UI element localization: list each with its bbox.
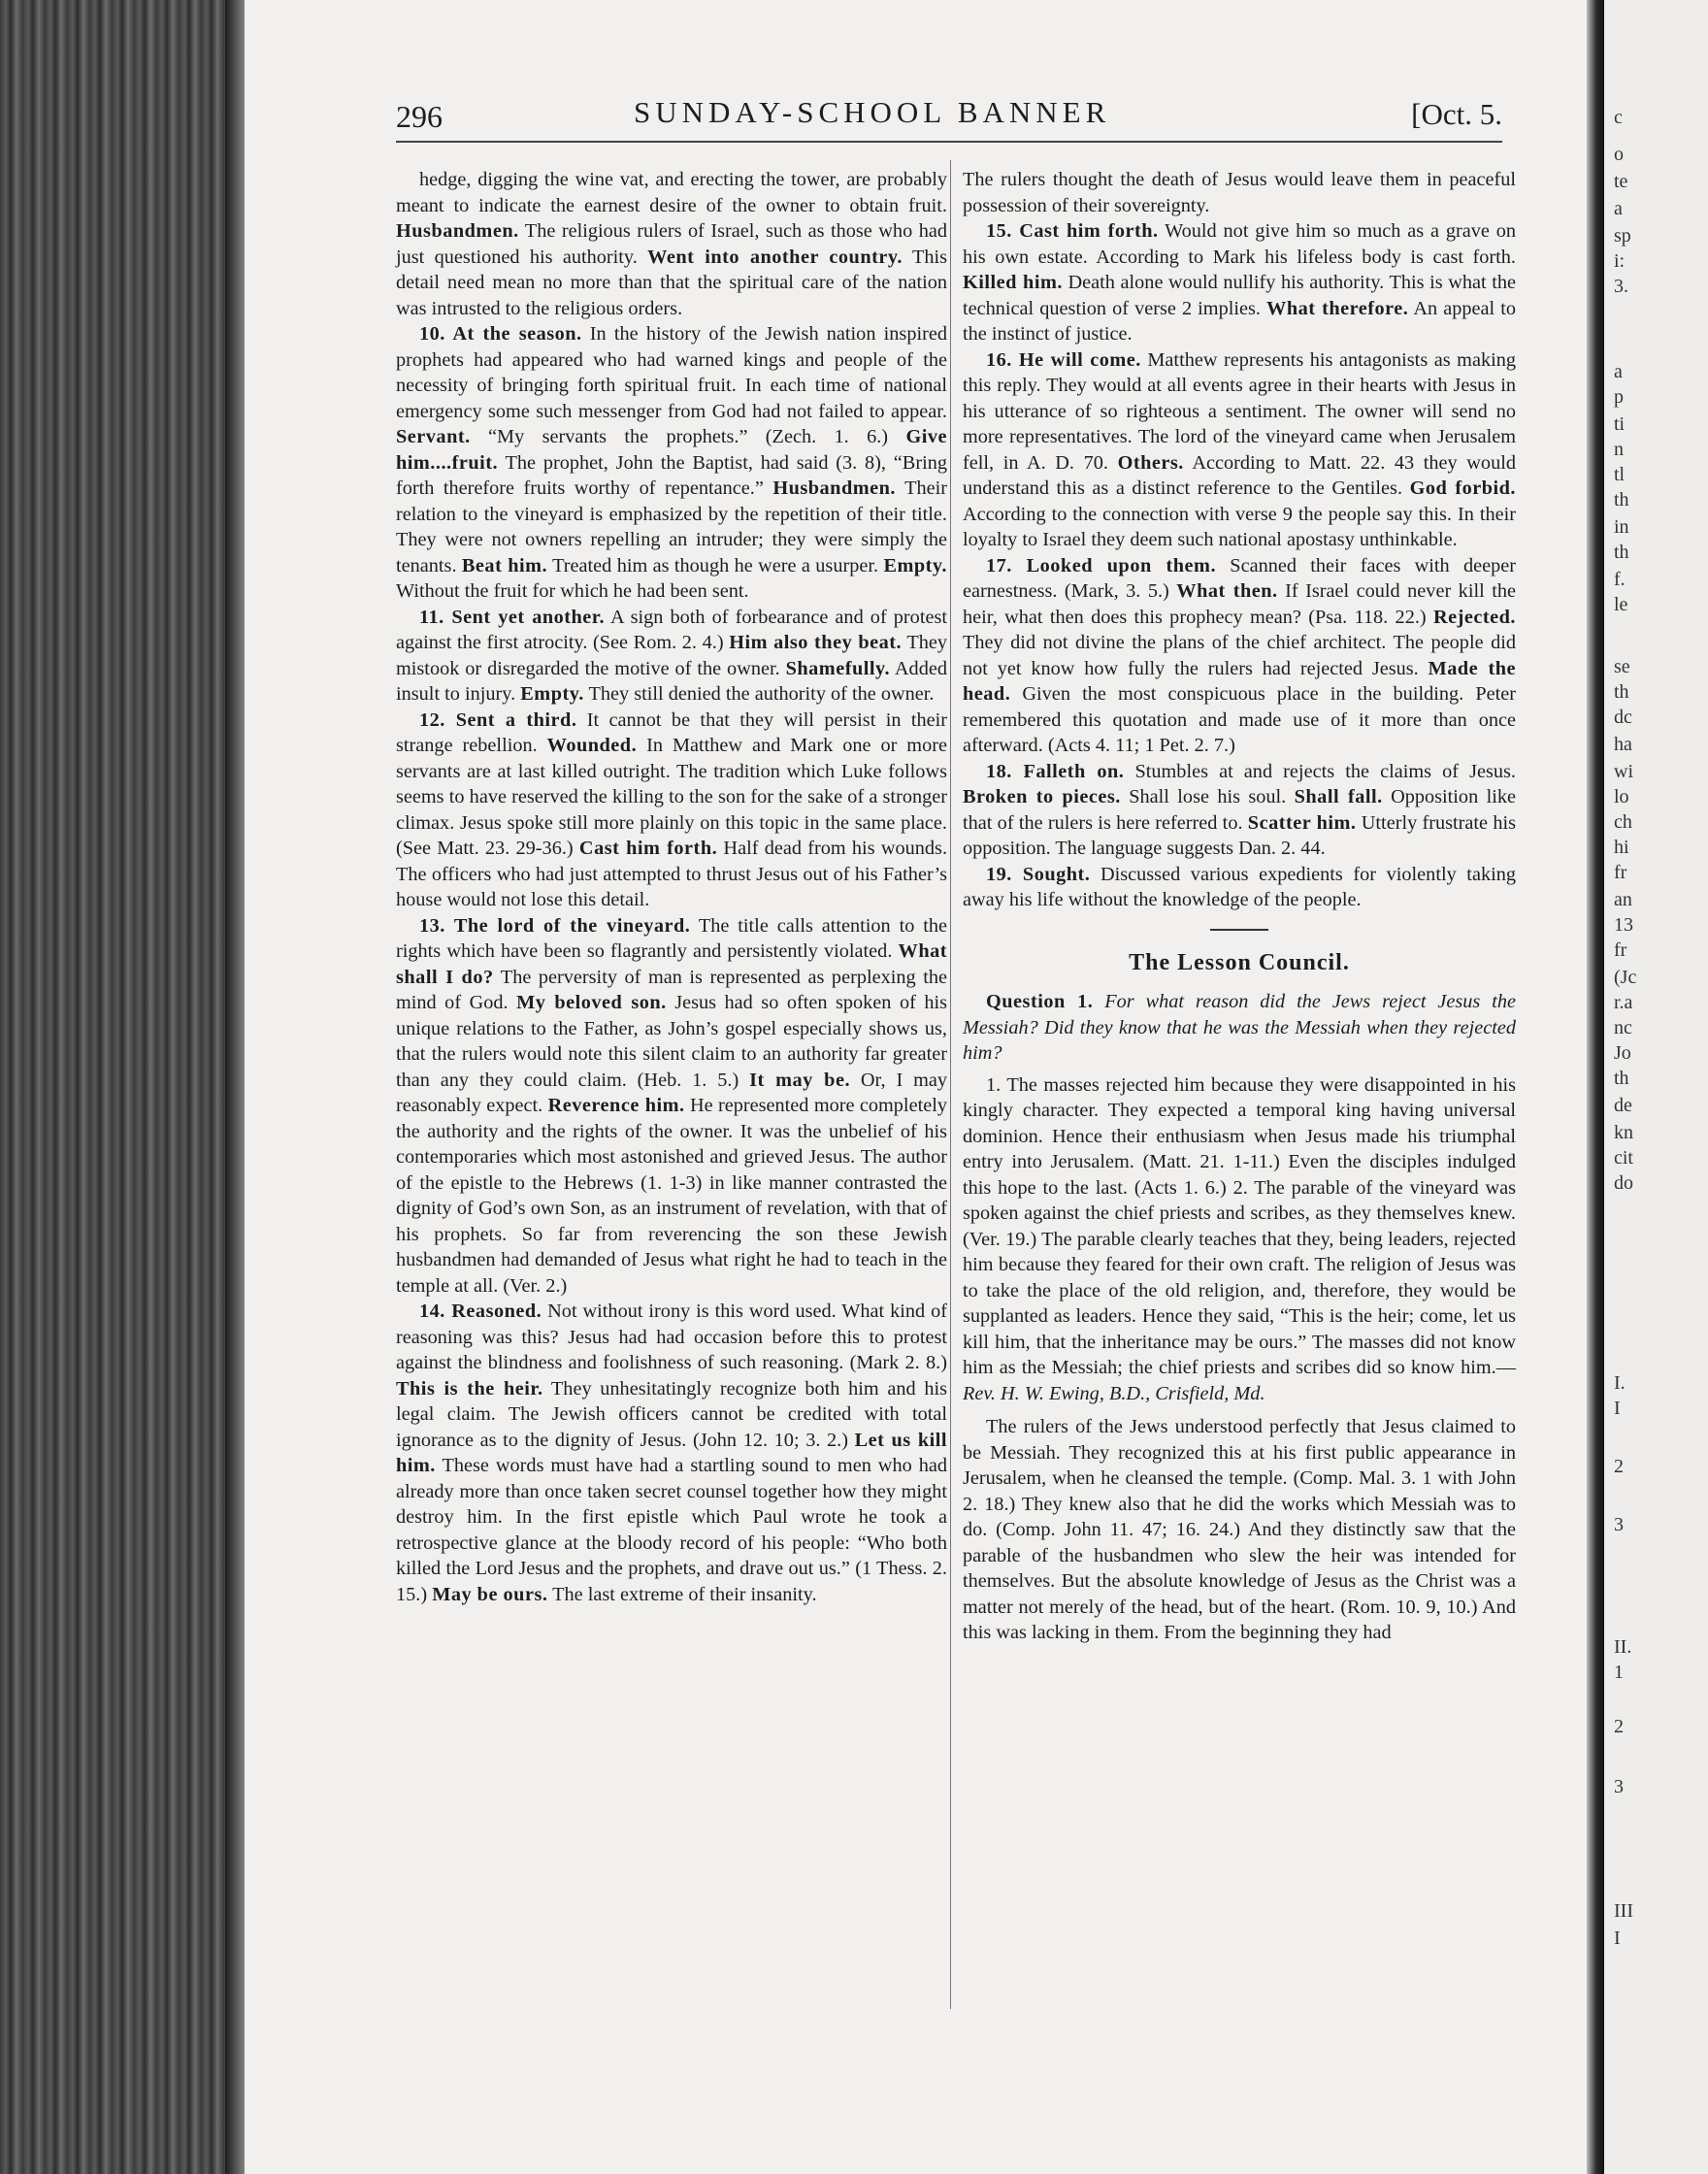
keyword-phrase: Beat him. [461, 554, 548, 576]
paragraph-p1 [396, 167, 947, 321]
next-page-fragment: do [1614, 1172, 1633, 1194]
text-run: In the history of the Jewish nation inspired prophets had appeared who had warned kings and people of the necessity of bringing forth spiritual fruit. In each time of national emergency some such messenger from God had not failed to appear. [396, 323, 947, 422]
keyword-phrase: My beloved son. [516, 992, 667, 1013]
keyword-phrase: What therefore. [1266, 297, 1409, 319]
keyword-phrase: Rejected. [1432, 606, 1516, 628]
text-run: Or, I may reasonably expect. [396, 1069, 947, 1116]
next-page-fragment: 13 [1614, 914, 1633, 936]
text-run: The perversity of man is represented as perplexing the mind of God. [396, 966, 947, 1013]
next-page-fragment: fr [1614, 939, 1627, 961]
keyword-phrase: Shall fall. [1294, 786, 1383, 807]
next-page-fragment: lo [1614, 786, 1629, 807]
paragraph-a2 [963, 1414, 1516, 1646]
text-run: If Israel could never kill the heir, what then does this prophecy mean? (Psa. 118. 22.) [963, 580, 1516, 628]
next-page-fragment: nc [1614, 1017, 1632, 1038]
text-run: hedge, digging the wine vat, and erecting the tower, are probably meant to indicate the earnest desire of the owner to obtain fruit. [396, 169, 947, 216]
keyword-phrase: Empty. [520, 683, 584, 705]
next-page-fragment: r.a [1614, 992, 1633, 1013]
keyword-phrase: Killed him. [963, 272, 1063, 293]
paragraph-r2 [963, 218, 1516, 347]
text-run: The prophet, John the Baptist, had said (3. 8), “Bring forth therefore fruits worthy of repentance.” [396, 451, 947, 499]
keyword-phrase: Cast him forth. [578, 838, 718, 859]
keyword-phrase: 10. At the season. [419, 323, 582, 345]
next-page-fragment: sp [1614, 225, 1631, 247]
text-run: Without the fruit for which he had been sent. [396, 580, 749, 602]
text-run: Utterly frustrate his opposition. The language suggests Dan. 2. 44. [963, 811, 1516, 859]
text-run: A sign both of forbearance and of protest against the first atrocity. (See Rom. 2. 4.) [396, 606, 947, 653]
text-run: They unhesitatingly recognize both him and his legal claim. The Jewish officers cannot be credited with total ignorance as to the dignity of Jesus. (John 12. 10; 3. 2.) [396, 1377, 948, 1451]
next-page-fragment: 2 [1614, 1716, 1624, 1737]
next-page-fragment: p [1614, 386, 1624, 408]
text-run: According to the connection with verse 9 the people say this. In their loyalty to Israel they deem such national apostasy unthinkable. [963, 503, 1516, 550]
text-run: They mistook or disregarded the motive of the owner. [396, 632, 947, 679]
lesson-notes-continued [963, 167, 1516, 913]
text-run: These words must have had a startling sound to men who had already more than once taken secret counsel together how they might destroy him. In the first epistle which Paul wrote he took a retrospective glance at the bloody record of his people: “Who both killed the Lord Jesus and the prophets, and drave out us.” (1 Thess. 2. 15.) [396, 1455, 947, 1605]
paragraph-a1 [963, 1072, 1516, 1407]
keyword-phrase: Question 1. [986, 991, 1094, 1012]
next-page-fragment: te [1614, 171, 1628, 192]
text-run: Scanned their faces with deeper earnestness. (Mark, 3. 5.) [963, 554, 1516, 602]
next-page-fragment: ti [1614, 413, 1626, 435]
next-page-fragment: 2 [1614, 1456, 1624, 1477]
next-page-fragment: 1 [1614, 1662, 1624, 1683]
text-run: Added insult to injury. [396, 657, 947, 705]
keyword-phrase: Wounded. [546, 735, 638, 756]
next-page-fragment: le [1614, 594, 1628, 615]
text-run: They still denied the authority of the owner. [583, 683, 935, 705]
keyword-phrase: This is the heir. [396, 1377, 543, 1400]
paragraph-p4 [396, 708, 947, 913]
next-page-fragment: f. [1614, 569, 1626, 590]
next-page-fragment: cit [1614, 1147, 1633, 1169]
keyword-phrase: Husbandmen. [772, 478, 896, 499]
next-page-fragment: de [1614, 1095, 1632, 1116]
keyword-phrase: What then. [1176, 580, 1278, 602]
next-page-fragment: th [1614, 542, 1629, 563]
text-run: Their relation to the vineyard is emphasized by the repetition of their title. They were not owners repelling an intruder; they were simply the tenants. [396, 478, 947, 576]
text-run: He represented more completely the authority and the rights of the owner. It was the unbelief of his contemporaries which most astonished and grieved Jesus. The author of the epistle to the Hebrews (1. 1-3) in like manner contrasted the dignity of God’s own Son, as an instrument of revelation, with that of his prophets. So far from reverencing the son these Jewish husbandmen had demanded of Jesus what right he had to teach in the temple at all. (Ver. 2.) [396, 1095, 947, 1297]
text-run: It cannot be that they will persist in their strange rebellion. [396, 708, 947, 756]
keyword-phrase: Husbandmen. [396, 220, 519, 242]
next-page-fragment: Jo [1614, 1042, 1631, 1064]
next-page-fragment: I [1614, 1927, 1621, 1949]
paragraph-r3 [963, 347, 1516, 553]
page-number: 296 [396, 99, 443, 134]
header-rule [396, 141, 1502, 143]
text-run: “My servants the prophets.” (Zech. 1. 6.) [470, 426, 906, 447]
keyword-phrase: Him also they beat. [729, 632, 903, 653]
keyword-phrase: May be ours. [432, 1583, 548, 1605]
next-page-fragment: kn [1614, 1122, 1633, 1143]
left-column [396, 167, 947, 1607]
running-title: SUNDAY-SCHOOL BANNER [634, 95, 1111, 129]
text-run: Given the most conspicuous place in the building. Peter remembered this quotation and made use of it more than once afterward. (Acts 4. 11; 1 Pet. 2. 7.) [963, 683, 1516, 756]
text-run: Half dead from his wounds. The officers who had just attempted to thrust Jesus out of his Father’s house would not lose this detail. [396, 838, 948, 910]
keyword-phrase: Others. [1117, 451, 1184, 474]
text-run: Death alone would nullify his authority. This is what the technical question of verse 2 implies. [963, 272, 1516, 319]
paragraph-p5 [396, 913, 947, 1300]
next-page-fragment: I. [1614, 1372, 1626, 1394]
next-page-fragment: ha [1614, 734, 1632, 755]
book-spine [0, 0, 243, 2174]
paragraph-r5 [963, 759, 1516, 862]
keyword-phrase: Scatter him. [1247, 811, 1357, 834]
text-run: This detail need mean no more than that the spiritual care of the nation was intrusted to the religious orders. [396, 246, 947, 319]
next-page-fragment: a [1614, 361, 1623, 382]
text-run: Discussed various expedients for violently taking away his life without the knowledge of the people. [963, 863, 1517, 910]
next-page-fragment: I [1614, 1398, 1621, 1419]
text-run: According to Matt. 22. 43 they would understand this as a distinct reference to the Gentiles. [963, 451, 1516, 499]
keyword-phrase: 14. Reasoned. [419, 1301, 542, 1322]
next-page-fragment: c [1614, 107, 1623, 128]
keyword-phrase: Reverence him. [547, 1095, 685, 1116]
next-page-fragment: th [1614, 489, 1629, 511]
paragraph-p2 [396, 321, 947, 605]
text-run: The religious rulers of Israel, such as those who had just questioned his authority. [396, 220, 947, 268]
keyword-phrase: Shamefully. [785, 657, 891, 679]
next-page-fragment: th [1614, 1068, 1629, 1089]
keyword-phrase: 15. Cast him forth. [986, 220, 1159, 242]
text-run: An appeal to the instinct of justice. [963, 297, 1516, 345]
text-run: Opposition like that of the rulers is here referred to. [963, 786, 1516, 834]
keyword-phrase: Made the head. [963, 657, 1517, 705]
next-page-fragment: wi [1614, 761, 1633, 782]
text-run: Matthew represents his antagonists as making this reply. They would at all events agree in their hearts with Jesus in his utterance of so righteous a sentiment. The owner will send no more representatives. The lord of the vineyard came when Jerusalem fell, in A. D. 70. [963, 348, 1516, 474]
text-run: For what reason did the Jews reject Jesus the Messiah? Did they know that he was the Messiah when they rejected him? [963, 991, 1516, 1064]
next-page-fragment: a [1614, 198, 1623, 219]
council-question [963, 989, 1516, 1067]
keyword-phrase: Empty. [883, 554, 947, 576]
council-answers [963, 1072, 1516, 1646]
next-page-fragment: 3. [1614, 276, 1628, 297]
keyword-phrase: Broken to pieces. [963, 786, 1121, 807]
keyword-phrase: Servant. [396, 426, 471, 447]
next-page-fragment: dc [1614, 707, 1632, 728]
next-page-fragment: (Jc [1614, 967, 1637, 988]
next-page-fragment: III [1614, 1900, 1633, 1922]
paragraph-r6 [963, 862, 1516, 913]
keyword-phrase: God forbid. [1409, 478, 1516, 499]
text-run: The last extreme of their insanity. [547, 1583, 817, 1605]
next-page-fragment: n [1614, 439, 1624, 460]
text-run: The title calls attention to the rights which have been so flagrantly and persistently violated. [396, 914, 948, 962]
issue-date: [Oct. 5. [1411, 97, 1502, 131]
next-page-fragment: ch [1614, 811, 1632, 833]
section-divider [1210, 929, 1268, 931]
text-run: Would not give him so much as a grave on his own estate. According to Mark his lifeless body is cast forth. [963, 220, 1516, 268]
spine-edge [225, 0, 246, 2174]
keyword-phrase: 16. He will come. [986, 348, 1141, 371]
text-run: They did not divine the plans of the chief architect. The people did not yet know how fully the rulers had rejected Jesus. [963, 632, 1516, 679]
next-page-fragment: o [1614, 144, 1624, 165]
next-page-fragment: II. [1614, 1636, 1632, 1658]
text-run: 1. The masses rejected him because they were disappointed in his kingly character. They expected a temporal king having universal dominion. Hence their enthusiasm when Jesus made his triumphal entry into Jerusalem. (Matt. 21. 1-11.) Even the disciples indulged this hope to the last. (Acts 1. 6.) 2. The parable of the vineyard was spoken against the chief priests and scribes, as they themselves knew. (Ver. 19.) The parable clearly teaches that they, being leaders, rejected him because they feared for their own craft. The religion of Jesus was to take the place of the old religion, and, therefore, they would be supplanted as leaders. Hence they said, “This is the heir; come, let us kill him, that the inheritance may be ours.” The masses did not know him as the Messiah; the chief priests and scribes did so know him.— [963, 1073, 1516, 1378]
text-run: The rulers thought the death of Jesus would leave them in peaceful possession of their sovereignty. [963, 169, 1516, 216]
text-run: Rev. H. W. Ewing, B.D., Crisfield, Md. [963, 1382, 1265, 1404]
next-page-fragment: tl [1614, 464, 1626, 485]
book-gutter [1587, 0, 1604, 2174]
next-page-fragment: in [1614, 516, 1629, 538]
next-page-fragment: se [1614, 656, 1630, 677]
paragraph-r4 [963, 553, 1516, 759]
keyword-phrase: 18. Falleth on. [986, 760, 1125, 782]
next-page-fragment: 3 [1614, 1776, 1624, 1797]
next-page-edge [1604, 0, 1708, 2174]
text-run: Stumbles at and rejects the claims of Jesus. [1124, 760, 1516, 782]
next-page-fragment: hi [1614, 837, 1629, 858]
next-page-fragment: an [1614, 889, 1632, 910]
paragraph-p6 [396, 1299, 947, 1607]
council-title: The Lesson Council. [1129, 949, 1350, 975]
keyword-phrase: 19. Sought. [986, 863, 1091, 885]
keyword-phrase: Went into another country. [647, 246, 903, 268]
next-page-fragment: th [1614, 681, 1629, 703]
keyword-phrase: It may be. [749, 1069, 851, 1091]
keyword-phrase: 13. The lord of the vineyard. [419, 914, 691, 937]
keyword-phrase: 12. Sent a third. [419, 708, 577, 731]
paragraph-p3 [396, 605, 947, 708]
text-run: Not without irony is this word used. What kind of reasoning was this? Jesus had had occasion before this to protest against the blindness and foolishness of such reasoning. (Mark 2. 8.) [396, 1301, 947, 1373]
right-column [963, 167, 1516, 1646]
keyword-phrase: Let us kill him. [396, 1429, 948, 1476]
keyword-phrase: 17. Looked upon them. [986, 554, 1217, 576]
keyword-phrase: What shall I do? [396, 940, 947, 988]
page-header [396, 91, 1502, 134]
keyword-phrase: 11. Sent yet another. [419, 606, 606, 628]
text-run: Jesus had so often spoken of his unique relations to the Father, as John’s gospel especially shows us, that the rulers would note this silent claim to an authority far greater than any they could claim. (Heb. 1. 5.) [396, 992, 948, 1091]
paragraph-r1 [963, 167, 1516, 218]
text-run: Treated him as though he were a usurper. [547, 554, 884, 576]
next-page-fragment: fr [1614, 862, 1627, 883]
text-run: Shall lose his soul. [1120, 786, 1295, 807]
next-page-fragment: i: [1614, 250, 1626, 272]
text-run: In Matthew and Mark one or more servants are at last killed outright. The tradition which Luke follows seems to have reserved the killing to the son for the sake of a stronger climax. Jesus spoke still more plainly on this topic in the same place. (See Matt. 23. 29-36.) [396, 735, 947, 859]
keyword-phrase: Give him....fruit. [396, 426, 947, 474]
text-run: The rulers of the Jews understood perfectly that Jesus claimed to be Messiah. They recognized this at his first public appearance in Jerusalem, when he cleansed the temple. (Comp. Mal. 3. 1 with John 2. 18.) They knew also that he did the works which Messiah was to do. (Comp. John 11. 47; 16. 24.) And they distinctly saw that the parable of the husbandmen who slew the heir was intended for themselves. But the absolute knowledge of Jesus as the Christ was a matter not merely of the head, but of the heart. (Rom. 10. 9, 10.) And this was lacking in them. From the beginning they had [963, 1416, 1516, 1643]
column-divider [950, 160, 951, 2009]
next-page-fragment: 3 [1614, 1514, 1624, 1535]
